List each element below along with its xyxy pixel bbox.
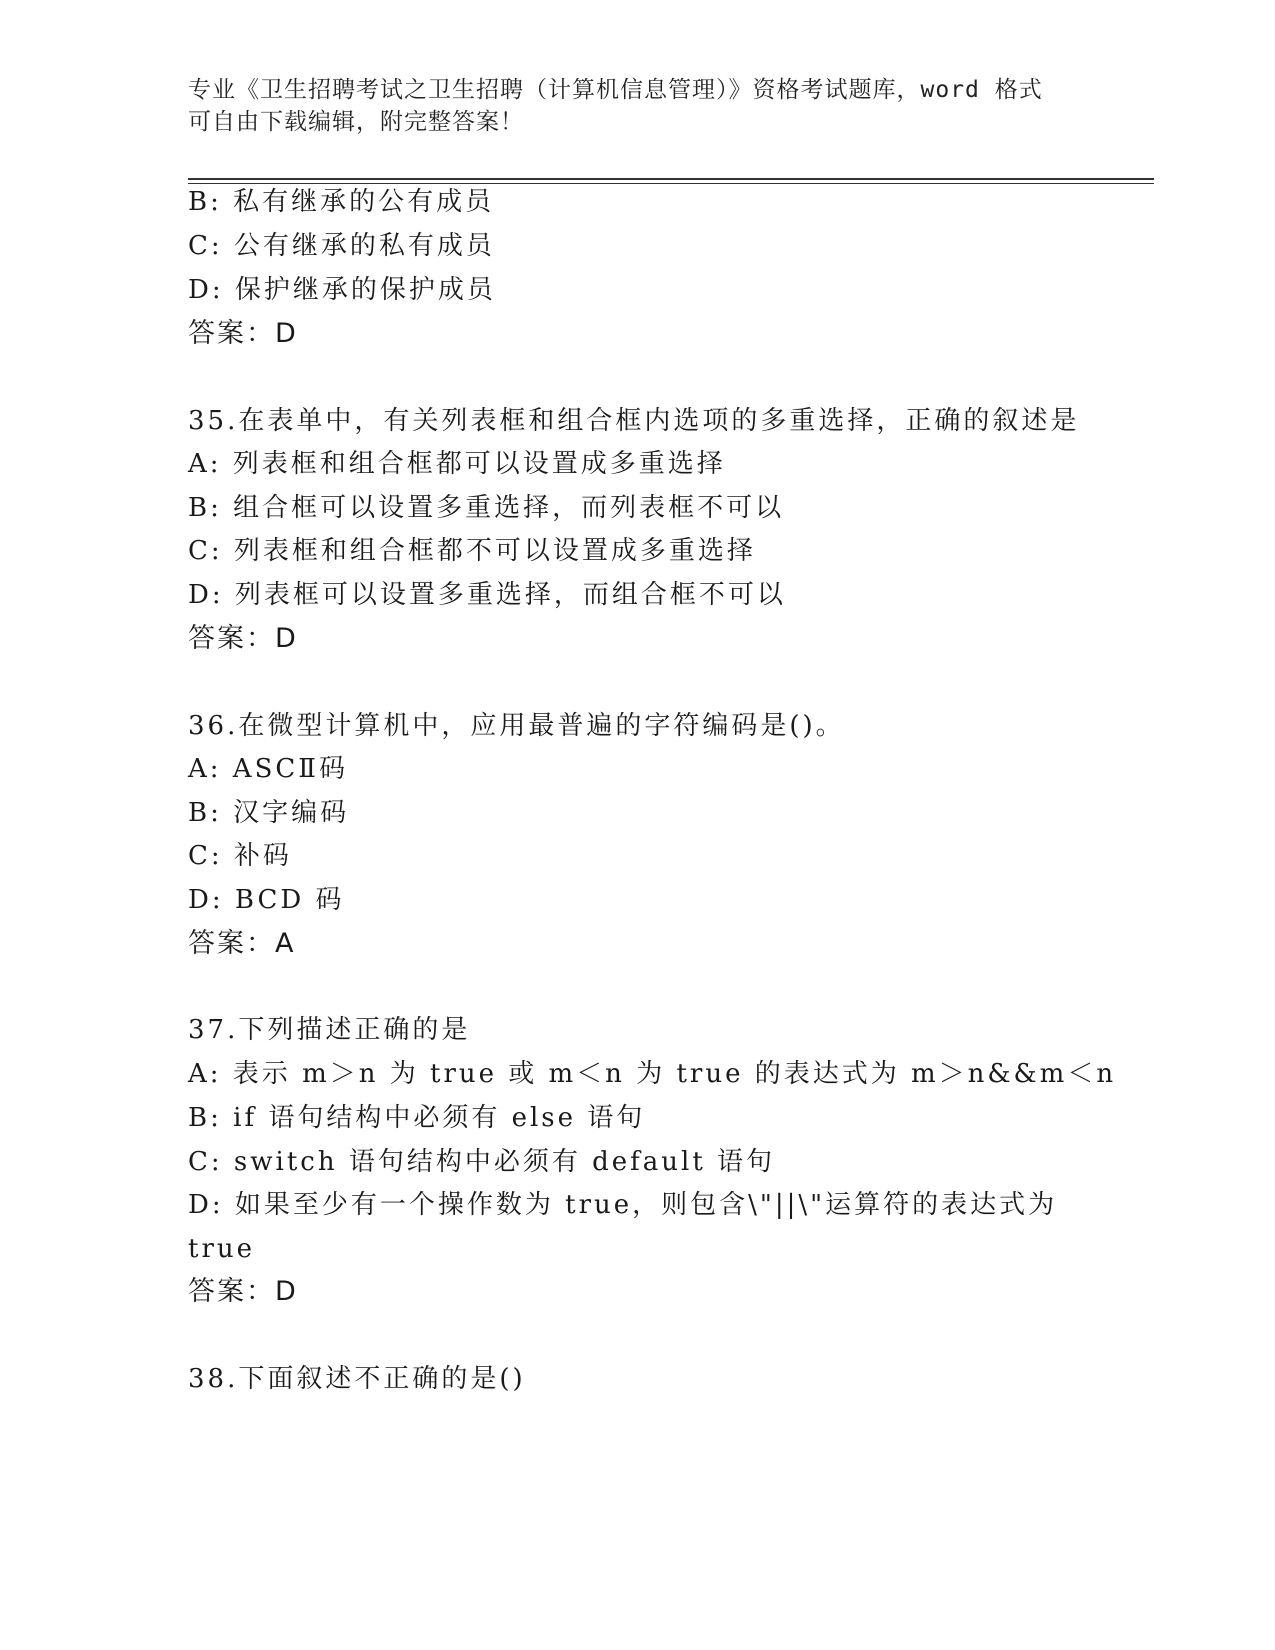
option-a: A: ASCⅡ码 [188,754,348,784]
answer: 答案：D [188,318,298,349]
question-stem: 37.下列描述正确的是 [188,1015,471,1045]
option-d: D: BCD 码 [188,885,345,915]
option-b: B: 私有继承的公有成员 [188,187,495,217]
option-a: A: 表示 m＞n 为 true 或 m＜n 为 true 的表达式为 m＞n&&m＜n [188,1059,1117,1089]
header-line-1: 专业《卫生招聘考试之卫生招聘（计算机信息管理）》资格考试题库，word 格式 [188,77,1043,103]
option-d-continued: true [188,1234,256,1264]
option-d: D: 列表框可以设置多重选择，而组合框不可以 [188,580,786,610]
option-b: B: if 语句结构中必须有 else 语句 [188,1103,646,1133]
question-stem: 38.下面叙述不正确的是() [188,1364,526,1394]
option-c: C: 列表框和组合框都不可以设置成多重选择 [188,536,756,566]
option-b: B: 汉字编码 [188,798,350,828]
question-stem: 36.在微型计算机中，应用最普遍的字符编码是()。 [188,711,845,741]
option-b: B: 组合框可以设置多重选择，而列表框不可以 [188,493,785,523]
option-d: D: 保护继承的保护成员 [188,275,496,305]
header-line-2: 可自由下载编辑，附完整答案！ [188,109,524,135]
option-d: D: 如果至少有一个操作数为 true，则包含\"||\"运算符的表达式为 [188,1190,1058,1220]
option-c: C: switch 语句结构中必须有 default 语句 [188,1147,776,1177]
header-divider [188,178,1154,180]
answer: 答案：A [188,928,296,959]
answer: 答案：D [188,1276,298,1307]
option-c: C: 补码 [188,841,292,871]
page-header [188,74,1088,138]
question-stem: 35.在表单中，有关列表框和组合框内选项的多重选择，正确的叙述是 [188,406,1080,436]
option-a: A: 列表框和组合框都可以设置成多重选择 [188,449,726,479]
option-c: C: 公有继承的私有成员 [188,231,495,261]
answer: 答案：D [188,623,298,654]
header-divider-thin [188,183,1154,184]
